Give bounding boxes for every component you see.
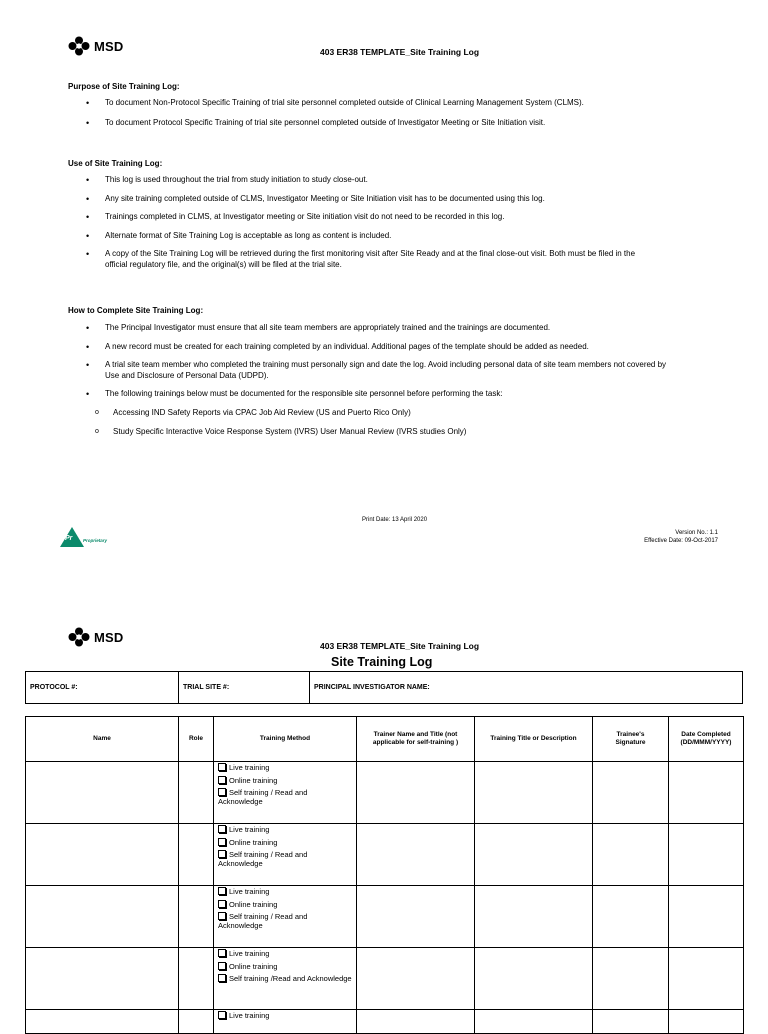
logo-text: MSD [94, 629, 124, 645]
role-cell[interactable] [179, 1010, 214, 1034]
col-role: Role [179, 717, 214, 762]
signature-cell[interactable] [593, 762, 669, 824]
log-title: Site Training Log [331, 655, 433, 669]
checkbox-icon[interactable] [218, 776, 226, 784]
checkbox-icon[interactable] [218, 838, 226, 846]
role-cell[interactable] [179, 762, 214, 824]
checkbox-icon[interactable] [218, 825, 226, 833]
role-cell[interactable] [179, 886, 214, 948]
training-method-cell [214, 1010, 357, 1034]
training-log-table [25, 716, 744, 1034]
how-item: • A new record must be created for each training completed by an individual. Additional pages of the template should be added as needed. [68, 342, 708, 353]
signature-cell[interactable] [593, 886, 669, 948]
signature-cell[interactable] [593, 1010, 669, 1034]
checkbox-icon[interactable] [218, 974, 226, 982]
msd-logo [68, 627, 124, 647]
trainer-cell[interactable] [357, 824, 475, 886]
training-title-cell[interactable] [475, 886, 593, 948]
use-item: • Any site training completed outside of CLMS, Investigator Meeting or Site Initiation visit has to be documented using this log. [68, 194, 708, 205]
role-cell[interactable] [179, 824, 214, 886]
method-option[interactable]: Self training /Read and Acknowledge [218, 974, 353, 984]
name-cell[interactable] [26, 762, 179, 824]
checkbox-icon[interactable] [218, 949, 226, 957]
date-cell[interactable] [669, 762, 744, 824]
checkbox-icon[interactable] [218, 962, 226, 970]
document-title: 403 ER38 TEMPLATE_Site Training Log [320, 641, 480, 651]
training-method-cell [214, 824, 357, 886]
method-option[interactable]: Self training / Read and Acknowledge [218, 912, 308, 930]
trainer-cell[interactable] [357, 948, 475, 1010]
role-cell[interactable] [179, 948, 214, 1010]
date-cell[interactable] [669, 1010, 744, 1034]
checkbox-icon[interactable] [218, 887, 226, 895]
how-section [68, 306, 708, 437]
table-row [26, 948, 744, 1010]
effective-date: Effective Date: 09-Oct-2017 [644, 538, 718, 544]
date-cell[interactable] [669, 824, 744, 886]
purpose-item: • To document Protocol Specific Training of trial site personnel completed outside of Investigator Meeting or Site Initiation visit. [68, 118, 708, 129]
table-row [26, 886, 744, 948]
col-trainer: Trainer Name and Title (not applicable for self-training ) [357, 717, 475, 762]
how-subitem: o Accessing IND Safety Reports via CPAC Job Aid Review (US and Puerto Rico Only) [68, 408, 708, 418]
protocol-info-table [25, 671, 743, 704]
method-option[interactable]: Self training / Read and Acknowledge [218, 850, 308, 868]
method-option[interactable]: Live training [218, 825, 353, 835]
table-header-row [26, 717, 744, 762]
version-block [560, 529, 718, 545]
how-item: • The following trainings below must be documented for the responsible site personnel before performing the task: [68, 389, 708, 400]
print-date: Print Date: 13 April 2020 [362, 517, 428, 523]
training-title-cell[interactable] [475, 948, 593, 1010]
name-cell[interactable] [26, 824, 179, 886]
name-cell[interactable] [26, 886, 179, 948]
method-option[interactable]: Live training [218, 949, 353, 959]
msd-logo-icon [68, 627, 90, 647]
training-title-cell[interactable] [475, 824, 593, 886]
method-option[interactable]: Self training / Read and Acknowledge [218, 788, 308, 806]
trainer-cell[interactable] [357, 1010, 475, 1034]
use-item: • Trainings completed in CLMS, at Investigator meeting or Site initiation visit do not need to be recorded in this log. [68, 212, 708, 223]
purpose-section [68, 82, 708, 128]
method-option[interactable]: Online training [218, 900, 353, 910]
protocol-field[interactable]: PROTOCOL #: [26, 672, 179, 704]
date-cell[interactable] [669, 948, 744, 1010]
how-item: • The Principal Investigator must ensure that all site team members are appropriately trained and the trainings are documented. [68, 323, 708, 334]
use-heading: Use of Site Training Log: [68, 159, 163, 168]
purpose-item: • To document Non-Protocol Specific Training of trial site personnel completed outside of Clinical Learning Management System (CLMS). [68, 98, 708, 109]
col-date-completed: Date Completed (DD/MMM/YYYY) [669, 717, 744, 762]
checkbox-icon[interactable] [218, 912, 226, 920]
checkbox-icon[interactable] [218, 763, 226, 771]
training-method-cell [214, 886, 357, 948]
training-title-cell[interactable] [475, 1010, 593, 1034]
method-option[interactable]: Live training [218, 887, 353, 897]
method-option[interactable]: Live training [218, 1011, 353, 1021]
signature-cell[interactable] [593, 948, 669, 1010]
checkbox-icon[interactable] [218, 788, 226, 796]
logo-text: MSD [94, 38, 124, 54]
table-row [26, 824, 744, 886]
use-section [68, 159, 708, 270]
checkbox-icon[interactable] [218, 1011, 226, 1019]
how-item: • A trial site team member who completed the training must personally sign and date the log. Avoid including personal data of site team members not covered by Use and Disclosure of Personal Data (UDPD). [68, 360, 708, 381]
table-row [26, 762, 744, 824]
training-title-cell[interactable] [475, 762, 593, 824]
msd-logo-icon [68, 36, 90, 56]
proprietary-label: Proprietary [83, 538, 108, 543]
badge-letters: Pr [65, 535, 73, 542]
trainer-cell[interactable] [357, 886, 475, 948]
col-name: Name [26, 717, 179, 762]
table-row [26, 1010, 744, 1034]
use-item: • This log is used throughout the trial from study initiation to study close-out. [68, 175, 708, 186]
col-training-method: Training Method [214, 717, 357, 762]
purpose-heading: Purpose of Site Training Log: [68, 82, 180, 91]
method-option[interactable]: Live training [218, 763, 353, 773]
method-option[interactable]: Online training [218, 776, 353, 786]
signature-cell[interactable] [593, 824, 669, 886]
principal-investigator-field[interactable]: PRINCIPAL INVESTIGATOR NAME: [310, 672, 743, 704]
how-heading: How to Complete Site Training Log: [68, 306, 204, 315]
use-item: • A copy of the Site Training Log will be retrieved during the first monitoring visit after Site Ready and at the final close-out visit. Both must be filed in the official regulatory file, and the original(s) will be filed at the trial site. [68, 249, 708, 270]
trial-site-field[interactable]: TRIAL SITE #: [179, 672, 310, 704]
document-title: 403 ER38 TEMPLATE_Site Training Log [320, 47, 480, 57]
use-item: • Alternate format of Site Training Log is acceptable as long as content is included. [68, 231, 708, 242]
version-number: Version No.: 1.1 [675, 530, 718, 536]
msd-logo [68, 36, 124, 56]
col-training-title: Training Title or Description [475, 717, 593, 762]
date-cell[interactable] [669, 886, 744, 948]
checkbox-icon[interactable] [218, 850, 226, 858]
proprietary-badge [60, 527, 107, 547]
how-subitem: o Study Specific Interactive Voice Response System (IVRS) User Manual Review (IVRS studies Only) [68, 427, 708, 437]
name-cell[interactable] [26, 1010, 179, 1034]
method-option[interactable]: Online training [218, 838, 353, 848]
trainer-cell[interactable] [357, 762, 475, 824]
name-cell[interactable] [26, 948, 179, 1010]
training-method-cell [214, 762, 357, 824]
checkbox-icon[interactable] [218, 900, 226, 908]
method-option[interactable]: Online training [218, 962, 353, 972]
training-method-cell [214, 948, 357, 1010]
col-trainee-signature: Trainee's Signature [593, 717, 669, 762]
